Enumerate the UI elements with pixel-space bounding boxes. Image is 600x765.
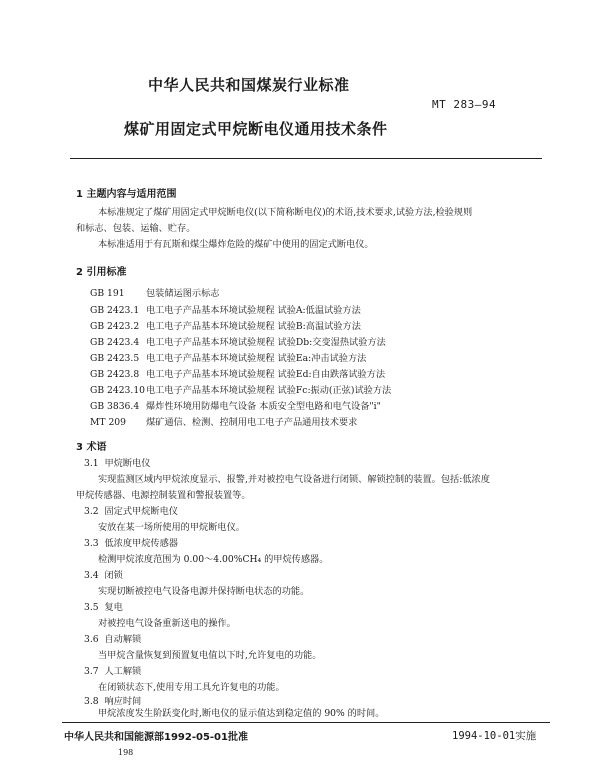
term-number: 3.1 <box>84 458 99 469</box>
term-name: 甲烷断电仪 <box>104 458 151 469</box>
term-name: 自动解锁 <box>104 634 142 645</box>
term-number: 3.3 <box>84 538 99 549</box>
reference-code: GB 2423.1 <box>90 305 140 316</box>
term-definition: 实现监测区域内甲烷浓度显示、报警,并对被控电气设备进行闭锁、解锁控制的装置。包括:低浓度 <box>98 474 490 485</box>
term-name: 复电 <box>104 602 123 613</box>
term-definition: 安放在某一场所使用的甲烷断电仪。 <box>98 522 245 533</box>
term-number: 3.6 <box>84 634 99 645</box>
issuing-organization: 中华人民共和国煤炭行业标准 <box>148 76 350 94</box>
document-title: 煤矿用固定式甲烷断电仪通用技术条件 <box>124 120 388 138</box>
term-heading <box>84 504 178 520</box>
reference-title: 电工电子产品基本环境试验规程 试验Db:交变湿热试验方法 <box>146 337 386 348</box>
header-divider <box>70 158 542 159</box>
term-definition: 甲烷浓度发生阶跃变化时,断电仪的显示值达到稳定值的 90% 的时间。 <box>98 708 385 719</box>
term-name: 响应时间 <box>104 696 142 707</box>
reference-title: 电工电子产品基本环境试验规程 试验Ea:冲击试验方法 <box>146 353 367 364</box>
footer-divider <box>62 722 550 723</box>
term-heading <box>84 632 141 648</box>
term-name: 闭锁 <box>104 570 123 581</box>
reference-item <box>90 350 366 364</box>
reference-code: GB 2423.10 <box>90 385 146 396</box>
reference-item <box>90 285 220 299</box>
reference-code: MT 209 <box>90 417 126 428</box>
reference-title: 电工电子产品基本环境试验规程 试验A:低温试验方法 <box>146 305 361 316</box>
term-definition-cont: 甲烷传感器、电源控制装置和警报装置等。 <box>76 490 251 501</box>
section-2-heading: 2 引用标准 <box>76 267 127 278</box>
term-heading <box>84 664 141 680</box>
reference-code: GB 2423.5 <box>90 353 140 364</box>
reference-item <box>90 414 357 428</box>
reference-item <box>90 302 361 316</box>
term-definition: 当甲烷含量恢复到预置复电值以下时,允许复电的功能。 <box>98 650 322 661</box>
term-name: 低浓度甲烷传感器 <box>104 538 178 549</box>
section-1-heading: 1 主题内容与适用范围 <box>76 189 177 200</box>
reference-title: 电工电子产品基本环境试验规程 试验Ed:自由跌落试验方法 <box>146 369 386 380</box>
term-number: 3.5 <box>84 602 99 613</box>
section-1-para2: 本标准适用于有瓦斯和煤尘爆炸危险的煤矿中使用的固定式断电仪。 <box>98 239 374 250</box>
reference-item <box>90 382 391 396</box>
section-1-para1-line2: 和标志、包装、运输、贮存。 <box>76 223 196 234</box>
standard-number: MT 283—94 <box>432 98 497 111</box>
reference-code: GB 2423.4 <box>90 337 140 348</box>
reference-title: 电工电子产品基本环境试验规程 试验B:高温试验方法 <box>146 321 361 332</box>
term-heading <box>84 536 178 552</box>
term-heading <box>84 456 150 472</box>
reference-item <box>90 366 385 380</box>
term-definition: 在闭锁状态下,使用专用工具允许复电的功能。 <box>98 682 285 693</box>
term-heading <box>84 600 123 616</box>
term-number: 3.7 <box>84 666 99 677</box>
reference-title: 包装储运图示标志 <box>146 288 220 299</box>
term-name: 人工解锁 <box>104 666 142 677</box>
term-definition: 实现切断被控电气设备电源并保持断电状态的功能。 <box>98 586 310 597</box>
section-1-para1-line1: 本标准规定了煤矿用固定式甲烷断电仪(以下简称断电仪)的术语,技术要求,试验方法,检验规则 <box>98 207 473 218</box>
reference-code: GB 191 <box>90 288 125 299</box>
reference-title: 电工电子产品基本环境试验规程 试验Fc:振动(正弦)试验方法 <box>146 385 392 396</box>
implementation-date: 1994-10-01实施 <box>452 730 537 742</box>
approval-line: 中华人民共和国能源部1992-05-01批准 <box>64 732 248 743</box>
section-3-heading: 3 术语 <box>76 442 107 453</box>
reference-code: GB 2423.8 <box>90 369 140 380</box>
reference-code: GB 2423.2 <box>90 321 140 332</box>
reference-item <box>90 318 361 332</box>
reference-item <box>90 398 381 412</box>
term-heading <box>84 568 123 584</box>
term-number: 3.4 <box>84 570 99 581</box>
reference-item <box>90 334 386 348</box>
reference-title: 煤矿通信、检测、控制用电工电子产品通用技术要求 <box>146 417 358 428</box>
term-definition: 对被控电气设备重新送电的操作。 <box>98 618 236 629</box>
term-name: 固定式甲烷断电仪 <box>104 506 178 517</box>
term-number: 3.8 <box>84 696 99 707</box>
page-number: 198 <box>118 748 134 757</box>
term-number: 3.2 <box>84 506 99 517</box>
reference-code: GB 3836.4 <box>90 401 140 412</box>
term-definition: 检测甲烷浓度范围为 0.00～4.00%CH₄ 的甲烷传感器。 <box>98 554 329 565</box>
reference-title: 爆炸性环境用防爆电气设备 本质安全型电路和电气设备"i" <box>146 401 381 412</box>
